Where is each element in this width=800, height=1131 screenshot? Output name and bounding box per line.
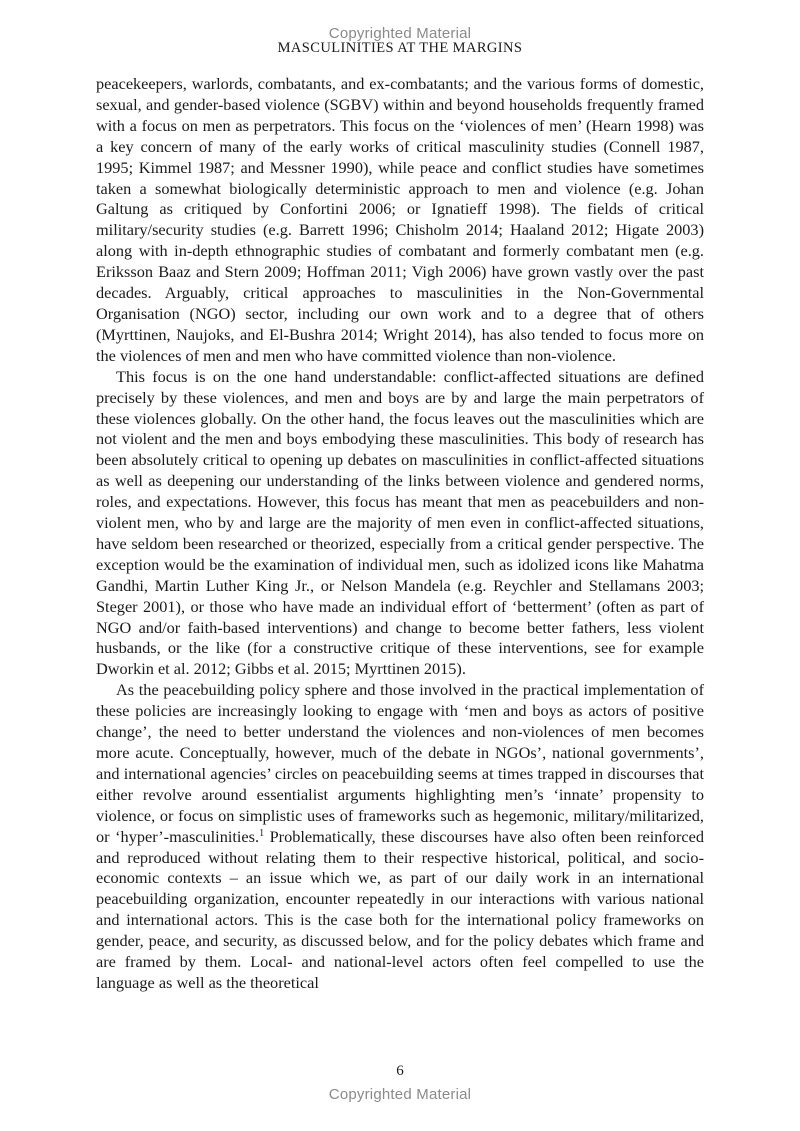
body-text xyxy=(96,74,704,994)
paragraph-2: This focus is on the one hand understandable: conflict-affected situations are defined precisely by these violences, and men and boys are by and large the main perpetrators of these violences globally. On the other hand, the focus leaves out the masculinities which are not violent and the men and boys embodying these masculinities. This body of research has been absolutely critical to opening up debates on masculinities in conflict-affected situations as well as deepening our understanding of the links between violence and gendered norms, roles, and expectations. However, this focus has meant that men as peacebuilders and non-violent men, who by and large are the majority of men even in conflict-affected situations, have seldom been researched or theorized, especially from a critical gender perspective. The exception would be the examination of individual men, such as idolized icons like Mahatma Gandhi, Martin Luther King Jr., or Nelson Mandela (e.g. Reychler and Stellamans 2003; Steger 2001), or those who have made an individual effort of ‘betterment’ (often as part of NGO and/or faith-based interventions) and change to become better fathers, less violent husbands, or the like (for a constructive critique of these interventions, see for example Dworkin et al. 2012; Gibbs et al. 2015; Myrttinen 2015). xyxy=(96,366,704,679)
paragraph-3-text: As the peacebuilding policy sphere and those involved in the practical implementation of these policies are increasingly looking to engage with ‘men and boys as actors of positive change’, the need to better understand the violences and non-violences of men becomes more acute. Conceptually, however, much of the debate in NGOs’, national governments’, and international agencies’ circles on peacebuilding seems at times trapped in discourses that either revolve around essentialist arguments highlighting men’s ‘innate’ propensity to violence, or focus on simplistic uses of frameworks such as hegemonic, military/militarized, or ‘hyper’-masculinities. xyxy=(96,680,704,846)
watermark-top: Copyrighted Material xyxy=(328,25,472,42)
paragraph-3 xyxy=(96,680,704,994)
paragraph-1: peacekeepers, warlords, combatants, and ex-combatants; and the various forms of domestic, sexual, and gender-based violence (SGBV) within and beyond households frequently framed with a focus on men as perpetrators. This focus on the ‘violences of men’ (Hearn 1998) was a key concern of many of the early works of critical masculinity studies (Connell 1987, 1995; Kimmel 1987; and Messner 1990), while peace and conflict studies have sometimes taken a somewhat biologically deterministic approach to men and violence (e.g. Johan Galtung as critiqued by Confortini 2006; or Ignatieff 1998). The fields of critical military/security studies (e.g. Barrett 1996; Chisholm 2014; Haaland 2012; Higate 2003) along with in-depth ethnographic studies of combatant and formerly combatant men (e.g. Eriksson Baaz and Stern 2009; Hoffman 2011; Vigh 2006) have grown vastly over the past decades. Arguably, critical approaches to masculinities in the Non-Governmental Organisation (NGO) sector, including our own work and to a degree that of others (Myrttinen, Naujoks, and El-Bushra 2014; Wright 2014), has also tended to focus more on the violences of men and men who have committed violence than non-violence. xyxy=(96,74,704,365)
page-number: 6 xyxy=(396,1063,404,1079)
footnote-ref[interactable]: 1 xyxy=(259,827,265,839)
watermark-bottom: Copyrighted Material xyxy=(328,1086,472,1103)
paragraph-3-text-after: Problematically, these discourses have also often been reinforced and reproduced without relating them to their respective historical, political, and socio-economic contexts – an issue which we, as part of our daily work in an international peacebuilding organization, encounter repeatedly in our interactions with various national and international actors. This is the case both for the international policy frameworks on gender, peace, and security, as discussed below, and for the policy debates which frame and are framed by them. Local- and national-level actors often feel compelled to use the language as well as the theoretical xyxy=(96,826,704,992)
running-head: MASCULINITIES AT THE MARGINS xyxy=(277,40,523,56)
